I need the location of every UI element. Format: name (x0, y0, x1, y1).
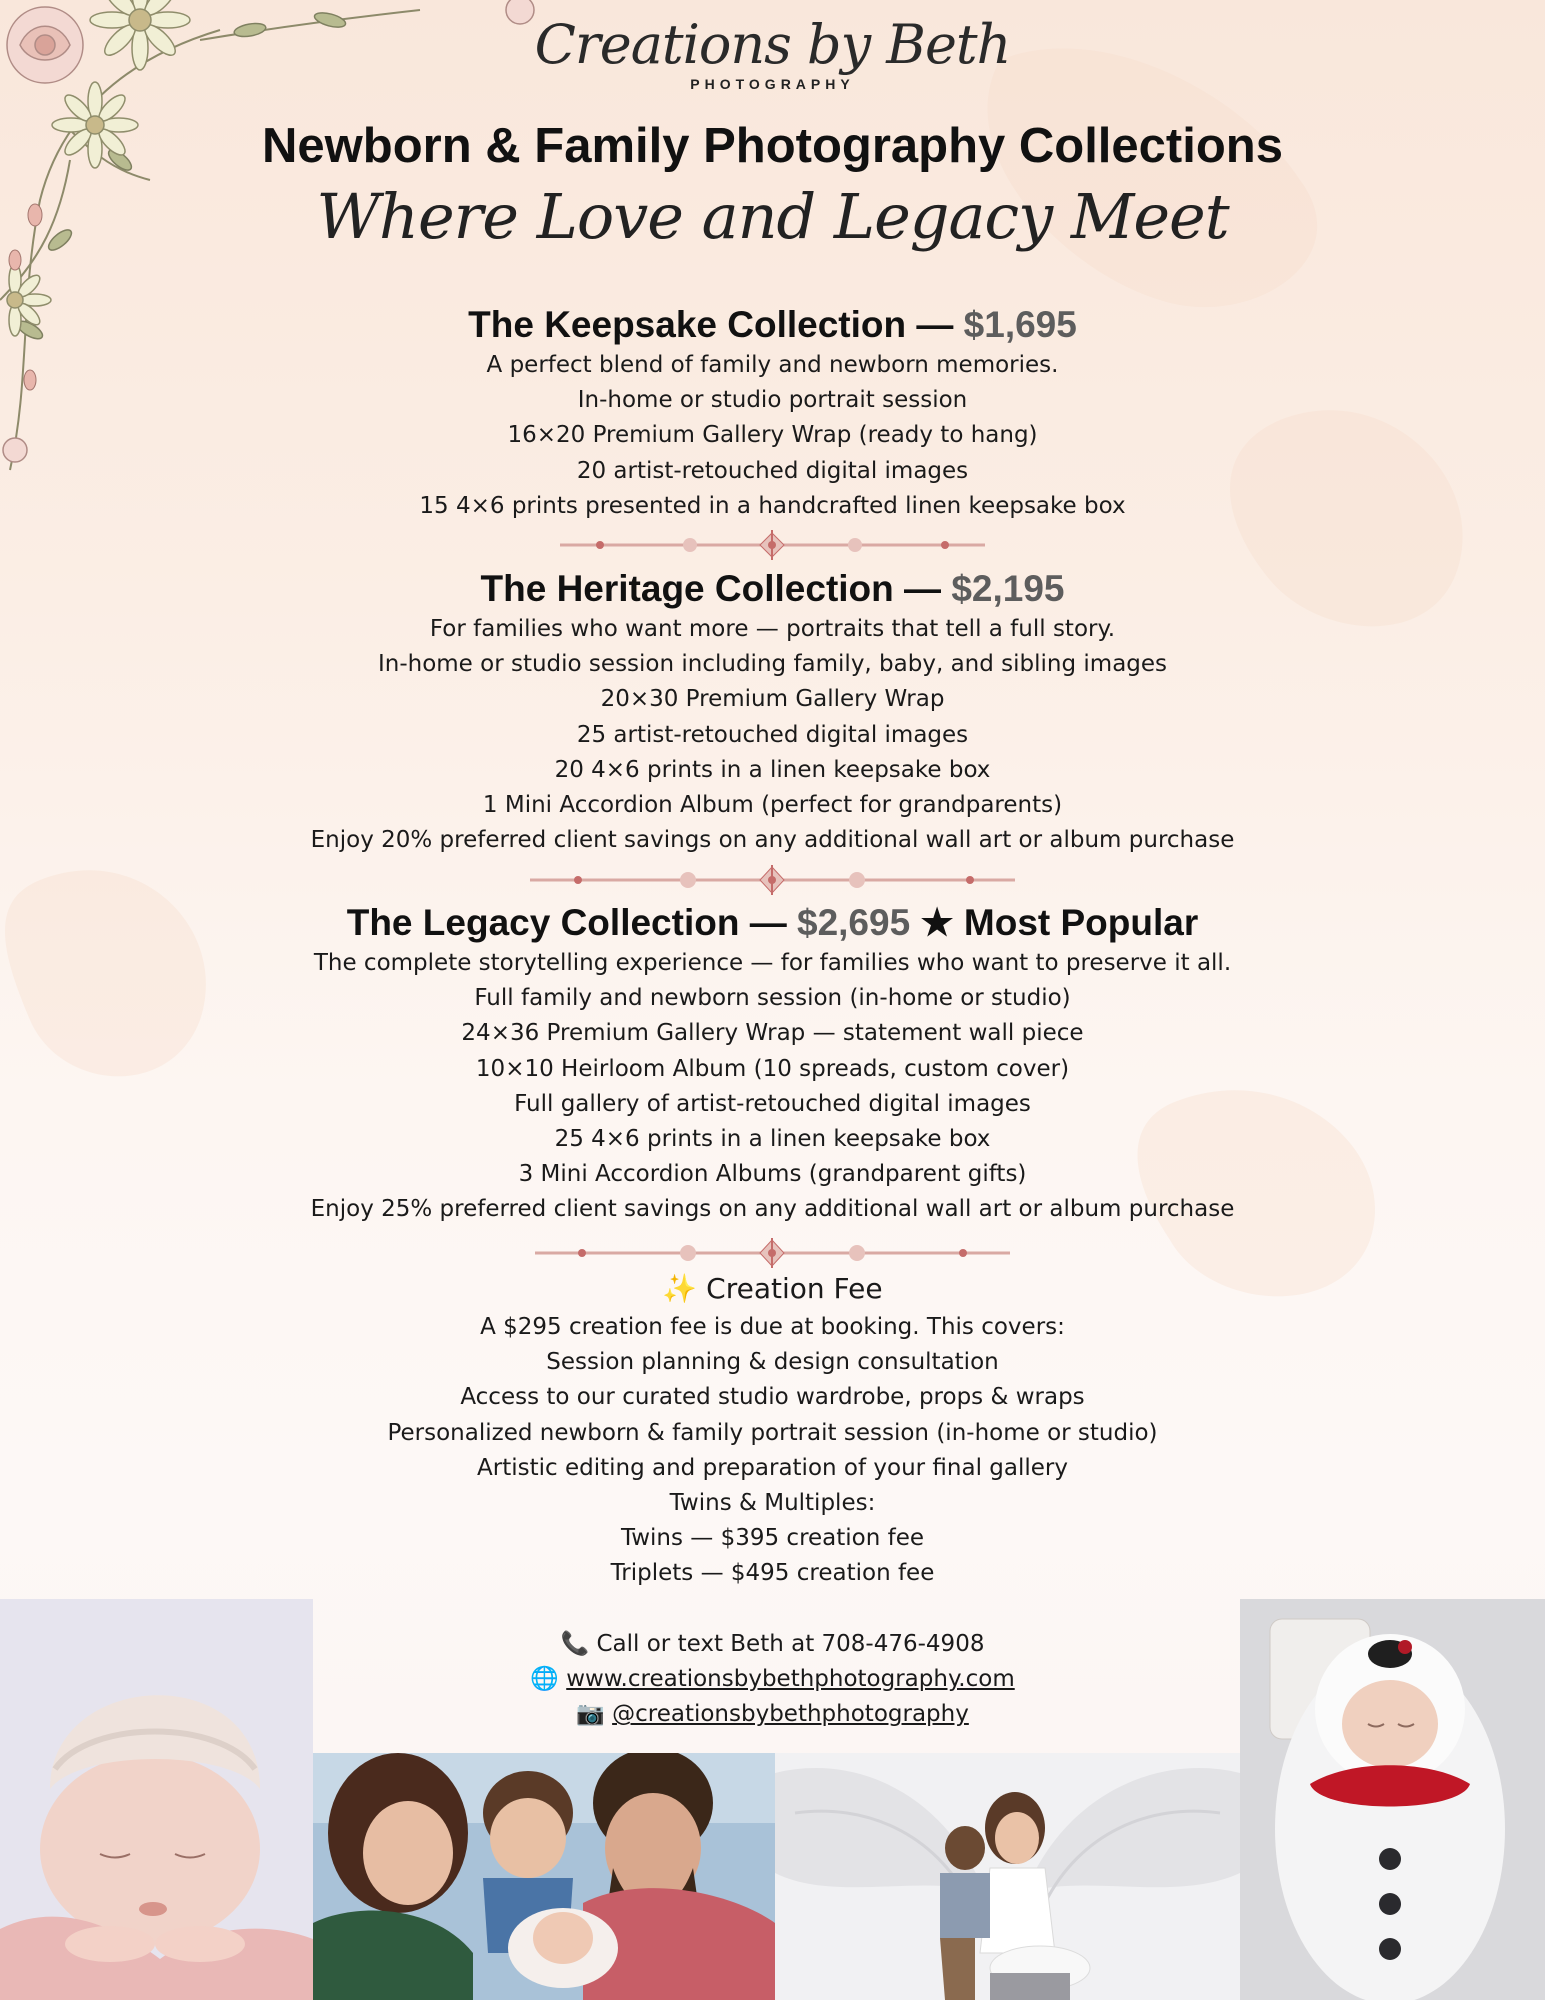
package-keepsake (0, 302, 1545, 524)
most-popular-badge: ★ Most Popular (920, 902, 1199, 943)
photo-newborn-bonnet (0, 1599, 313, 2000)
ornament-divider (0, 530, 1545, 560)
instagram-link[interactable]: @creationsbybethphotography (612, 1701, 969, 1728)
package-price: $2,695 (797, 902, 911, 943)
package-line: 1 Mini Accordion Album (perfect for grandparents) (482, 792, 1063, 819)
photo-snowman-newborn (1240, 1599, 1545, 2000)
phone-line[interactable]: 📞 Call or text Beth at 708-476-4908 (560, 1631, 985, 1657)
package-line: 10×10 Heirloom Album (10 spreads, custom cover) (475, 1055, 1070, 1082)
package-price: $2,195 (951, 568, 1065, 609)
fee-line: Session planning & design consultation (546, 1349, 999, 1376)
package-line: 25 4×6 prints in a linen keepsake box (554, 1126, 991, 1153)
logo-subtitle: PHOTOGRAPHY (690, 76, 855, 92)
package-heritage (0, 566, 1545, 858)
page-title: Newborn & Family Photography Collections (262, 119, 1283, 173)
tagline: Where Love and Legacy Meet (316, 180, 1229, 253)
fee-line: Twins & Multiples: (669, 1490, 876, 1517)
package-line: The complete storytelling experience — for families who want to preserve it all. (313, 950, 1232, 976)
package-line: 16×20 Premium Gallery Wrap (ready to hang) (507, 422, 1038, 449)
package-line: 24×36 Premium Gallery Wrap — statement wall piece (461, 1020, 1084, 1047)
logo-script: Creations by Beth (534, 13, 1011, 76)
fee-line: Artistic editing and preparation of your final gallery (477, 1454, 1068, 1481)
package-price: $1,695 (963, 304, 1077, 345)
photo-mother-children-wings (775, 1753, 1240, 2000)
globe-icon: 🌐 (530, 1666, 559, 1693)
package-line: Enjoy 20% preferred client savings on any additional wall art or album purchase (310, 827, 1235, 854)
package-line: In-home or studio session including family, baby, and sibling images (377, 651, 1168, 678)
package-title (0, 302, 1545, 348)
photo-family-newborn (313, 1753, 775, 2000)
ornament-divider (0, 865, 1545, 895)
website-link[interactable]: www.creationsbybethphotography.com (566, 1666, 1015, 1693)
package-line: 20×30 Premium Gallery Wrap (600, 686, 945, 713)
package-line: Full gallery of artist-retouched digital images (514, 1090, 1031, 1117)
fee-line: A $295 creation fee is due at booking. This covers: (480, 1314, 1065, 1340)
package-line: For families who want more — portraits that tell a full story. (429, 616, 1116, 642)
package-name: The Keepsake Collection — (468, 304, 954, 345)
camera-icon: 📷 (576, 1701, 605, 1728)
fee-line: Access to our curated studio wardrobe, props & wraps (460, 1384, 1085, 1411)
fee-line: Personalized newborn & family portrait session (in-home or studio) (387, 1419, 1158, 1446)
package-title (0, 566, 1545, 612)
package-line: Full family and newborn session (in-home or studio) (474, 985, 1071, 1012)
package-line: 3 Mini Accordion Albums (grandparent gifts) (518, 1161, 1027, 1188)
fee-line: Twins — $395 creation fee (620, 1525, 925, 1552)
package-title (0, 900, 1545, 946)
creation-fee-section (0, 1268, 1545, 1592)
package-line: Enjoy 25% preferred client savings on any additional wall art or album purchase (310, 1196, 1235, 1223)
package-line: 20 artist-retouched digital images (576, 457, 969, 484)
brand-logo (0, 14, 1545, 92)
package-line: 15 4×6 prints presented in a handcrafted linen keepsake box (419, 492, 1126, 519)
ornament-divider (0, 1238, 1545, 1268)
fee-line: Triplets — $495 creation fee (610, 1560, 935, 1587)
package-line: 25 artist-retouched digital images (576, 721, 969, 748)
creation-fee-title: ✨ Creation Fee (662, 1272, 883, 1305)
package-name: The Heritage Collection — (480, 568, 942, 609)
package-line: In-home or studio portrait session (577, 387, 968, 414)
package-line: 20 4×6 prints in a linen keepsake box (554, 756, 991, 783)
package-line: A perfect blend of family and newborn memories. (486, 352, 1059, 378)
package-legacy (0, 900, 1545, 1228)
package-name: The Legacy Collection — (346, 902, 787, 943)
